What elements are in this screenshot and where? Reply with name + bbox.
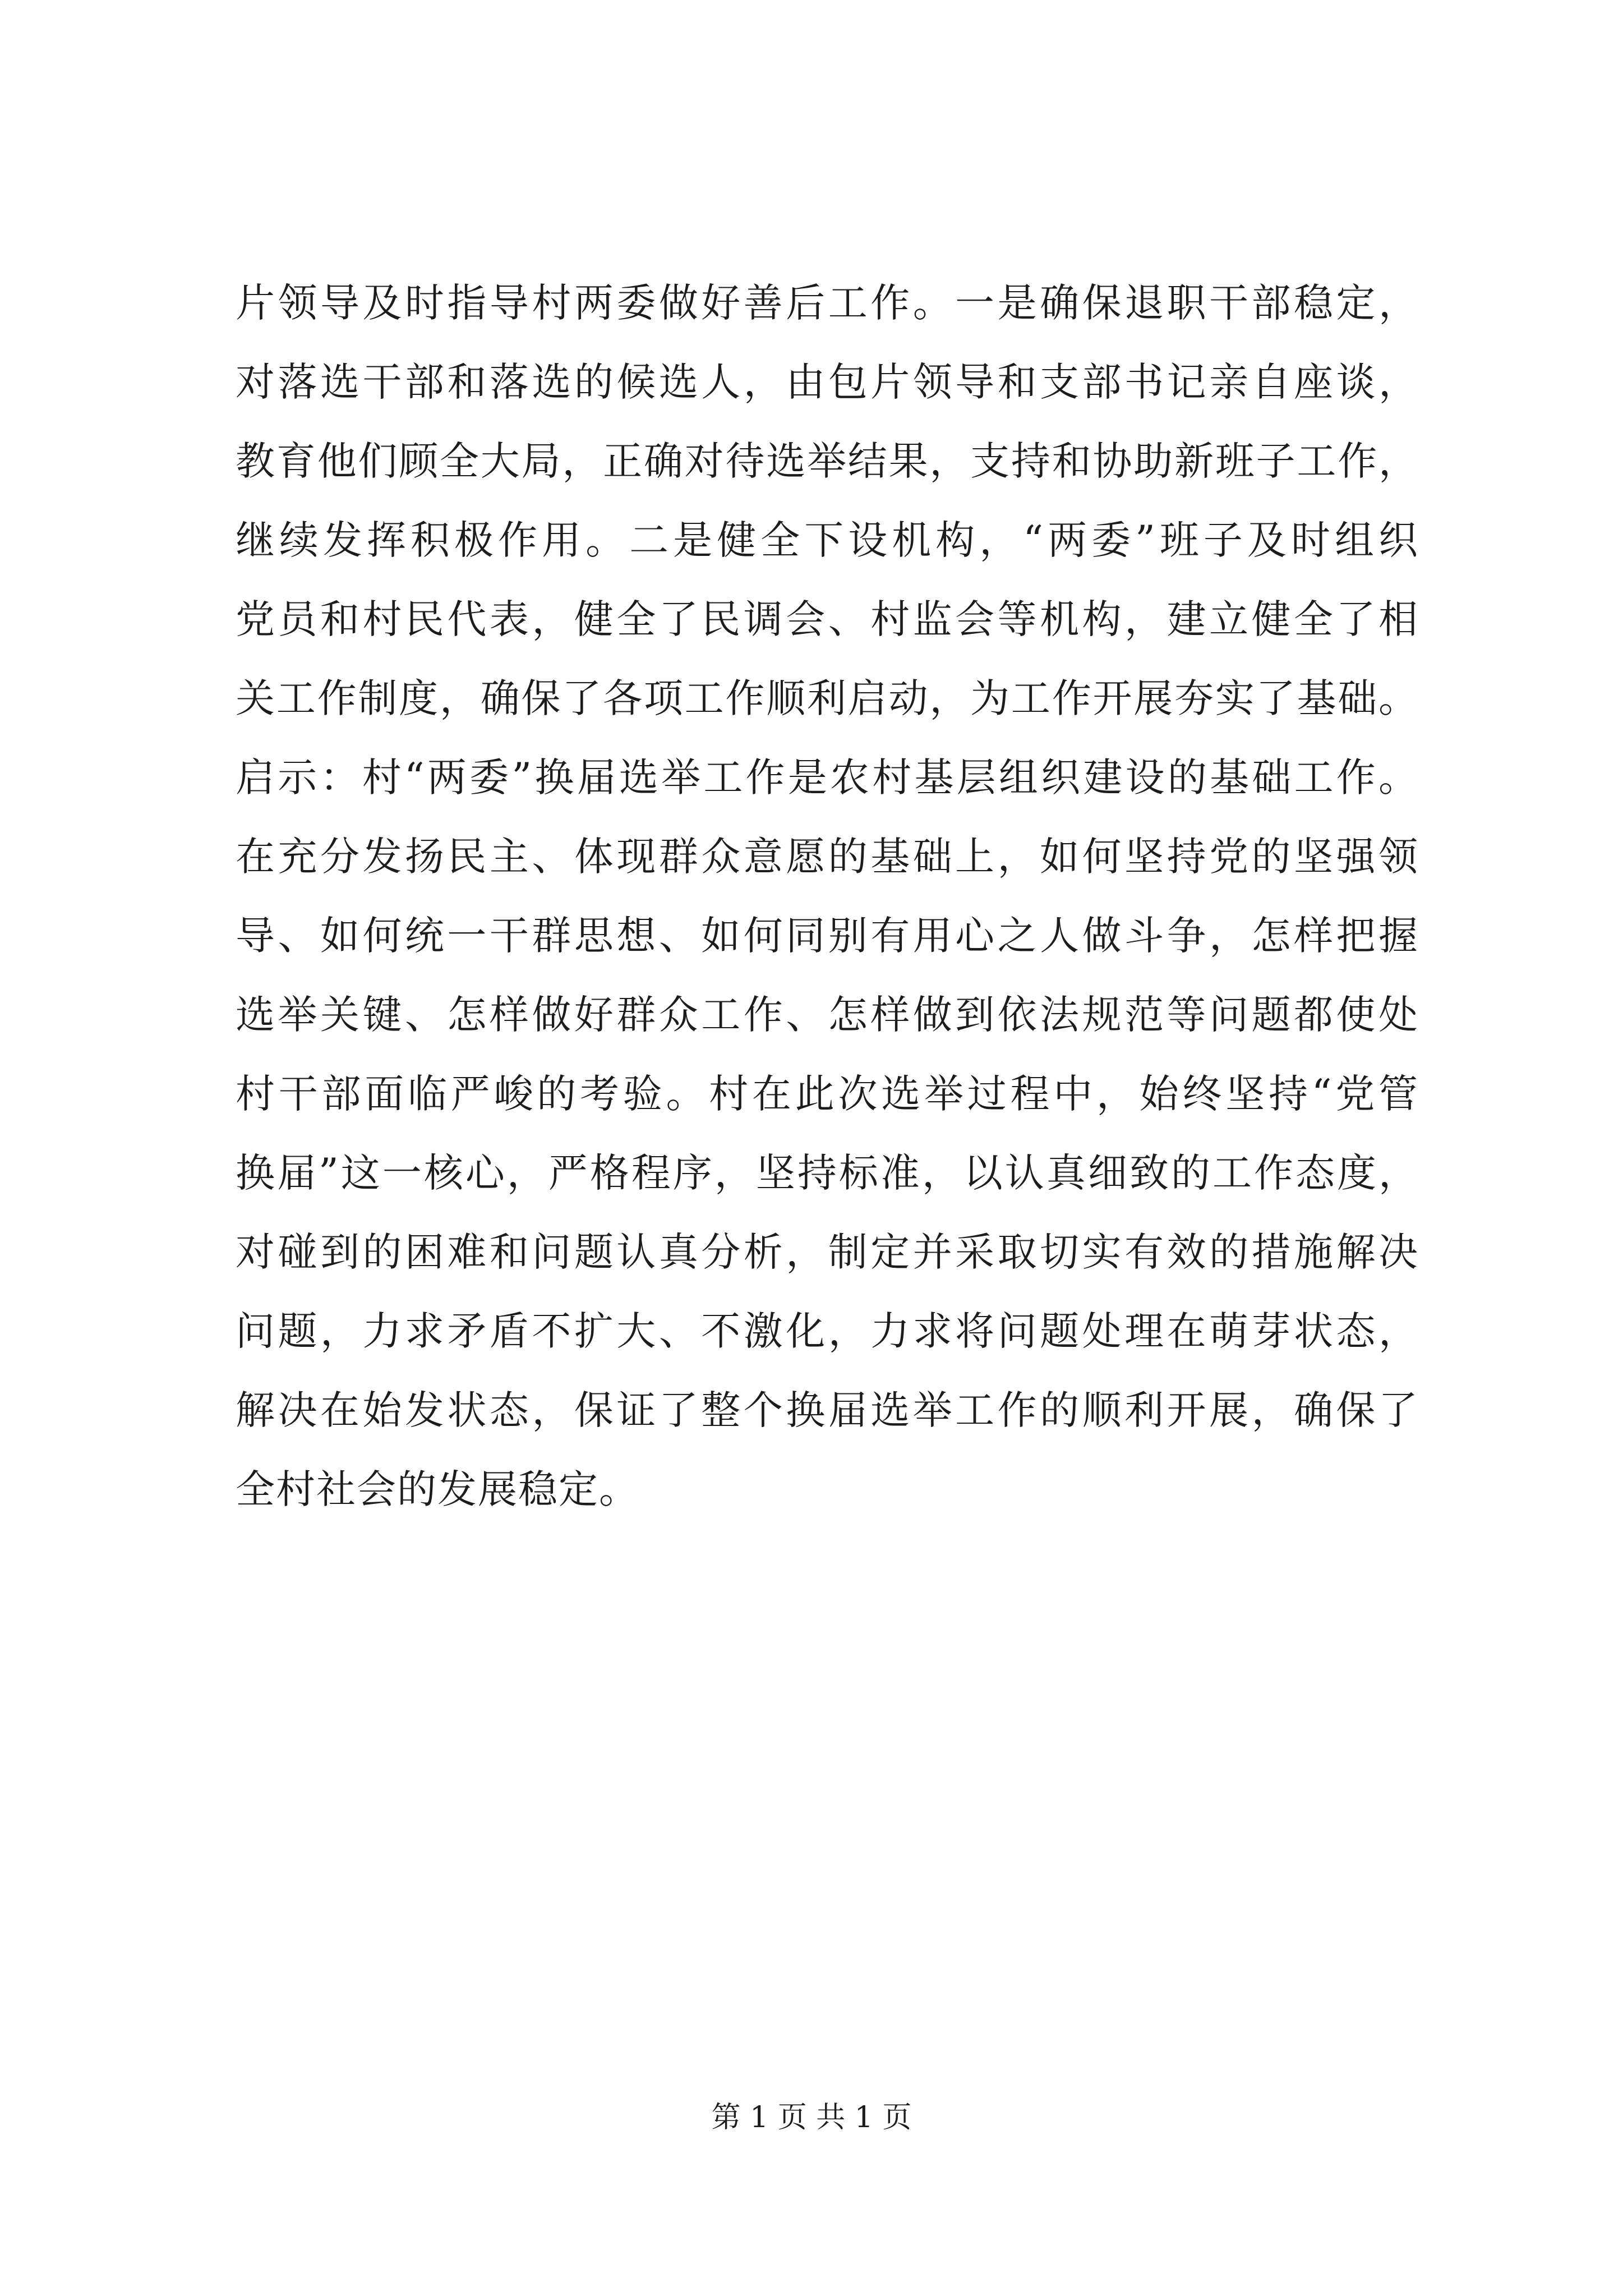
text-line: 解决在始发状态，保证了整个换届选举工作的顺利开展，确保了 (236, 1387, 1419, 1433)
text-line: 对落选干部和落选的候选人，由包片领导和支部书记亲自座谈， (236, 359, 1419, 405)
text-line: 教育他们顾全大局，正确对待选举结果，支持和协助新班子工作， (236, 438, 1419, 484)
text-line: 党员和村民代表，健全了民调会、村监会等机构，建立健全了相 (236, 596, 1419, 642)
body-paragraph (236, 264, 1419, 1529)
text-line: 关工作制度，确保了各项工作顺利启动，为工作开展夯实了基础。 (236, 675, 1419, 721)
text-line: 换届”这一核心，严格程序，坚持标准，以认真细致的工作态度， (236, 1150, 1419, 1196)
text-line: 启示：村“两委”换届选举工作是农村基层组织建设的基础工作。 (236, 754, 1419, 800)
page-number-footer: 第 1 页 共 1 页 (711, 2101, 912, 2134)
text-line: 片领导及时指导村两委做好善后工作。一是确保退职干部稳定， (236, 280, 1419, 326)
text-line: 导、如何统一干群思想、如何同别有用心之人做斗争，怎样把握 (236, 913, 1419, 959)
text-line: 村干部面临严峻的考验。村在此次选举过程中，始终坚持“党管 (236, 1071, 1419, 1117)
text-line: 继续发挥积极作用。二是健全下设机构，“两委”班子及时组织 (236, 517, 1419, 563)
text-line: 问题，力求矛盾不扩大、不激化，力求将问题处理在萌芽状态， (236, 1308, 1419, 1354)
text-line: 对碰到的困难和问题认真分析，制定并采取切实有效的措施解决 (236, 1229, 1419, 1275)
text-line-last: 全村社会的发展稳定。 (236, 1466, 639, 1512)
text-line: 选举关键、怎样做好群众工作、怎样做到依法规范等问题都使处 (236, 992, 1419, 1038)
text-line: 在充分发扬民主、体现群众意愿的基础上，如何坚持党的坚强领 (236, 834, 1419, 880)
